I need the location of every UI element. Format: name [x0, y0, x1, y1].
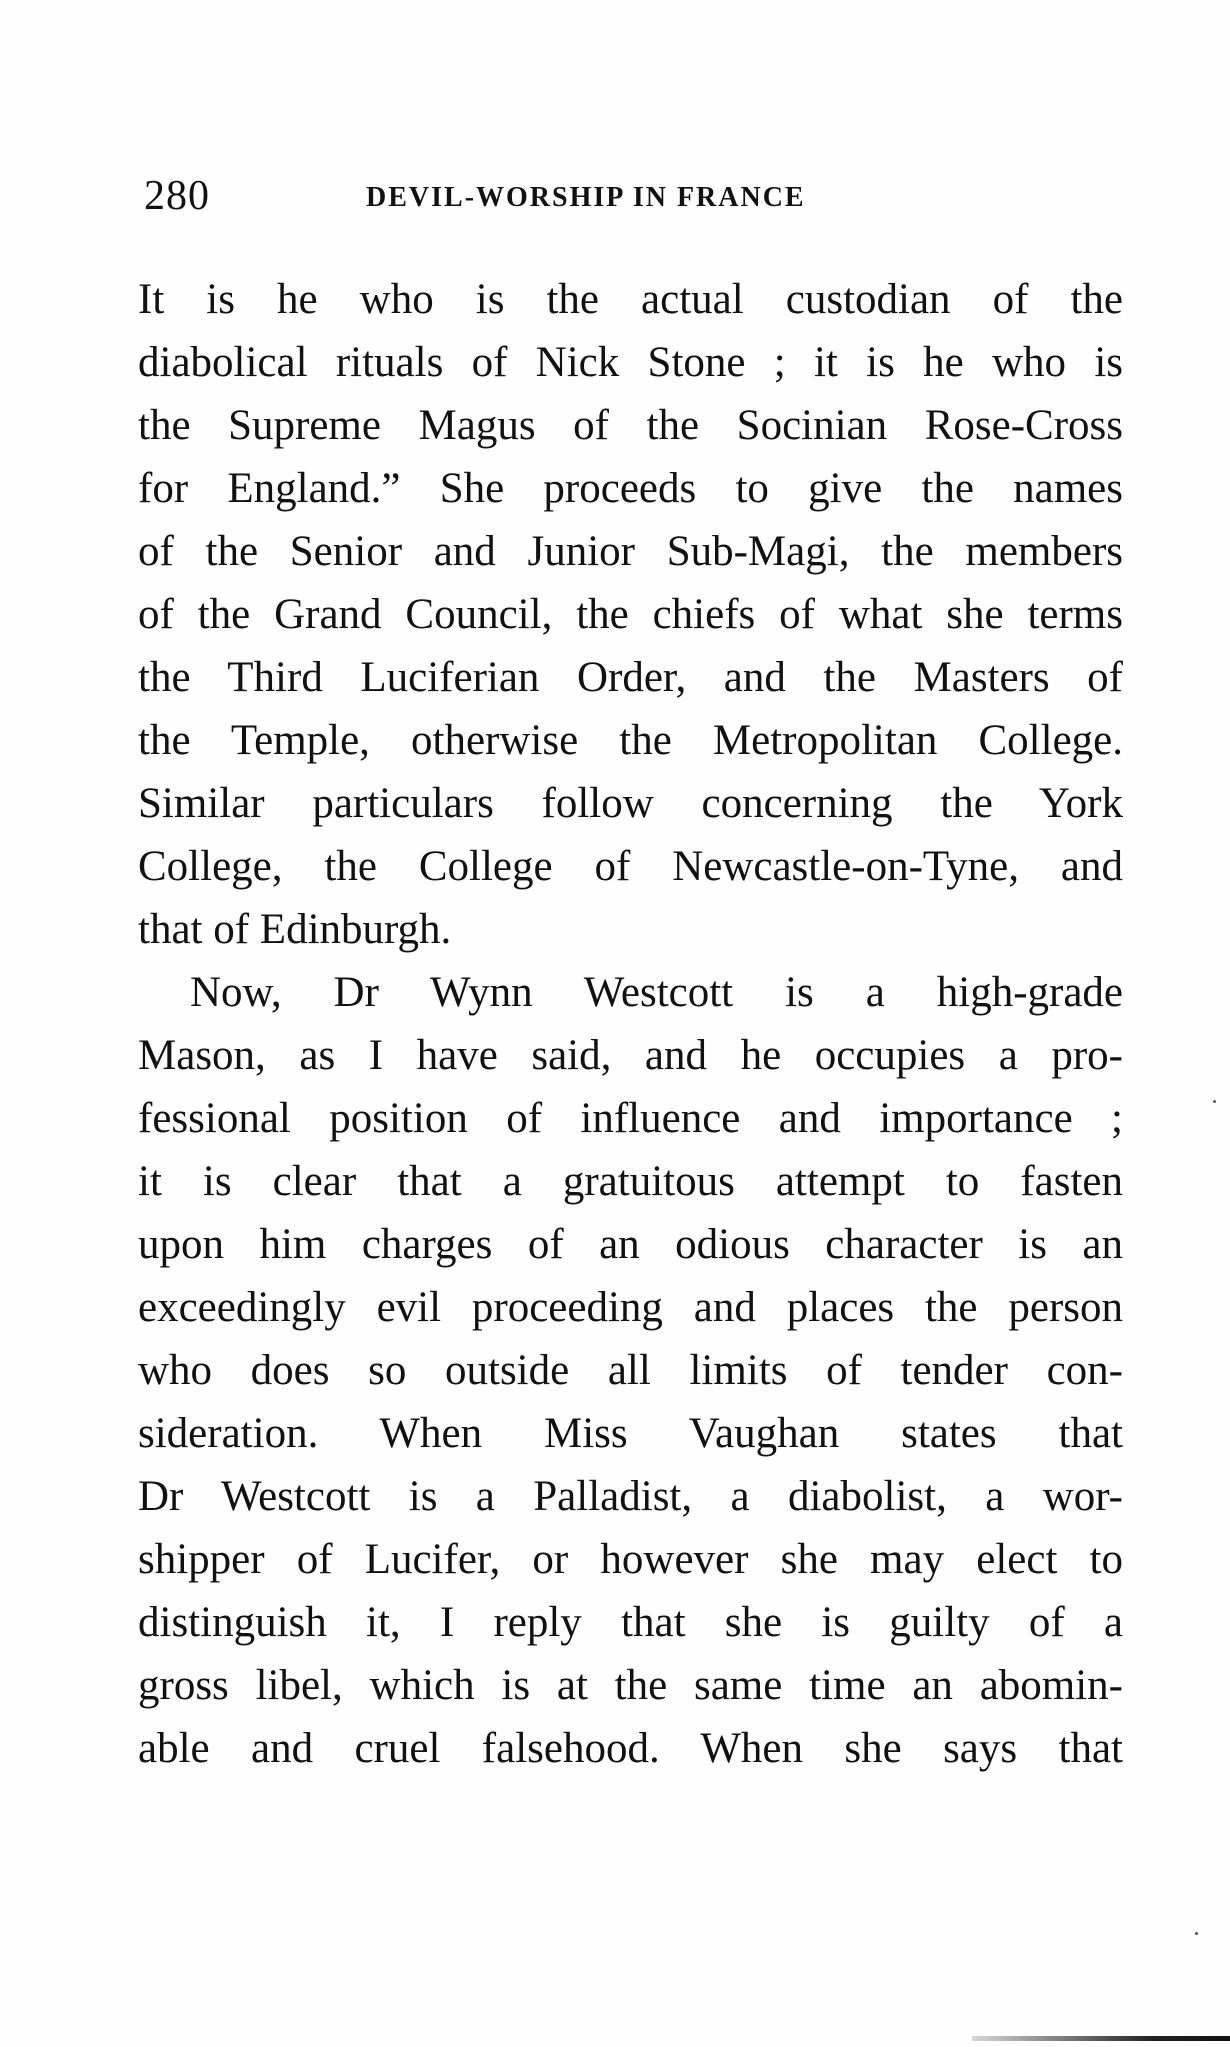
- text-line: the Third Luciferian Order, and the Masters of: [138, 654, 1123, 701]
- text-line: the Supreme Magus of the Socinian Rose-Cross: [138, 402, 1123, 449]
- text-line: sideration. When Miss Vaughan states that: [138, 1410, 1123, 1457]
- text-line: Similar particulars follow concerning the York: [138, 780, 1123, 827]
- text-line: who does so outside all limits of tender con-: [138, 1347, 1123, 1394]
- text-line: upon him charges of an odious character is an: [138, 1221, 1123, 1268]
- page-edge-mark: [972, 2036, 1230, 2041]
- body-text: [138, 268, 1123, 1780]
- page-number: 280: [144, 173, 210, 219]
- text-line: able and cruel falsehood. When she says that: [138, 1725, 1123, 1772]
- text-line: it is clear that a gratuitous attempt to fasten: [138, 1158, 1123, 1205]
- text-line: exceedingly evil proceeding and places the person: [138, 1284, 1123, 1331]
- text-line: Mason, as I have said, and he occupies a pro-: [138, 1032, 1123, 1079]
- running-head: [144, 172, 1144, 232]
- text-line: distinguish it, I reply that she is guilty of a: [138, 1599, 1123, 1646]
- text-line: Now, Dr Wynn Westcott is a high-grade: [190, 969, 1123, 1016]
- text-line: gross libel, which is at the same time an abomin-: [138, 1662, 1123, 1709]
- text-line: of the Senior and Junior Sub-Magi, the members: [138, 528, 1123, 575]
- text-line: Dr Westcott is a Palladist, a diabolist, a wor-: [138, 1473, 1123, 1520]
- text-line: that of Edinburgh.: [138, 906, 452, 953]
- text-line: diabolical rituals of Nick Stone ; it is he who is: [138, 339, 1123, 386]
- text-line: for England.” She proceeds to give the names: [138, 465, 1123, 512]
- text-line: It is he who is the actual custodian of the: [138, 276, 1123, 323]
- page-speck: [1213, 1100, 1216, 1103]
- text-line: the Temple, otherwise the Metropolitan College.: [138, 717, 1123, 764]
- text-line: of the Grand Council, the chiefs of what she terms: [138, 591, 1123, 638]
- running-title: DEVIL-WORSHIP IN FRANCE: [366, 182, 806, 213]
- page-speck: [1195, 1932, 1198, 1935]
- text-line: College, the College of Newcastle-on-Tyne, and: [138, 843, 1123, 890]
- text-line: fessional position of influence and importance ;: [138, 1095, 1123, 1142]
- text-line: shipper of Lucifer, or however she may elect to: [138, 1536, 1123, 1583]
